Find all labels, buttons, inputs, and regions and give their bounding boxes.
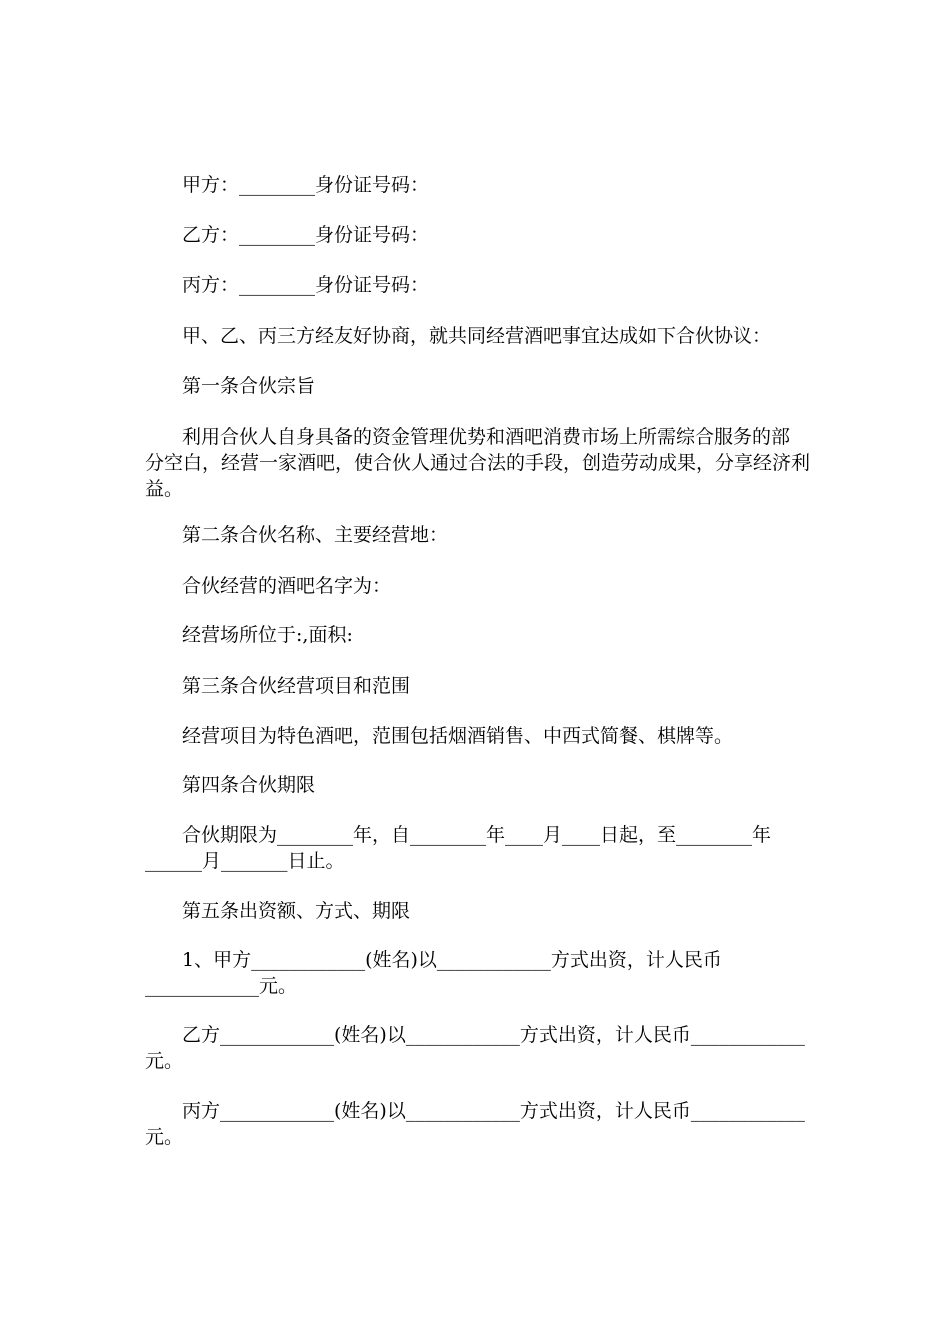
article-3-body: 经营项目为特色酒吧，范围包括烟酒销售、中西式简餐、棋牌等。 — [182, 725, 734, 747]
party-b-contribution-line-2: 元。 — [145, 1050, 184, 1072]
party-a-contribution-line-1: 1、甲方____________(姓名)以____________方式出资，计人民币 — [182, 949, 722, 971]
party-a-line: 甲方：________身份证号码： — [182, 174, 430, 196]
bar-name-line: 合伙经营的酒吧名字为： — [182, 575, 392, 597]
location-line: 经营场所位于:,面积: — [182, 624, 353, 646]
term-line-2: ______月_______日止。 — [145, 850, 345, 872]
party-c-contribution-line-1: 丙方____________(姓名)以____________方式出资，计人民币____________ — [182, 1100, 805, 1122]
article-1-body-line-3: 益。 — [145, 478, 184, 500]
article-1-heading: 第一条合伙宗旨 — [182, 375, 316, 397]
article-2-heading: 第二条合伙名称、主要经营地： — [182, 524, 449, 546]
article-5-heading: 第五条出资额、方式、期限 — [182, 900, 411, 922]
article-3-heading: 第三条合伙经营项目和范围 — [182, 675, 411, 697]
party-b-line: 乙方：________身份证号码： — [182, 224, 430, 246]
term-line-1: 合伙期限为________年，自________年____月____日起，至________年 — [182, 824, 772, 846]
party-c-line: 丙方：________身份证号码： — [182, 274, 430, 296]
party-b-contribution-line-1: 乙方____________(姓名)以____________方式出资，计人民币____________ — [182, 1024, 805, 1046]
article-4-heading: 第四条合伙期限 — [182, 774, 316, 796]
party-c-contribution-line-2: 元。 — [145, 1126, 184, 1148]
article-1-body-line-2: 分空白，经营一家酒吧，使合伙人通过合法的手段，创造劳动成果，分享经济利 — [145, 452, 811, 474]
preamble-paragraph: 甲、乙、丙三方经友好协商，就共同经营酒吧事宜达成如下合伙协议： — [182, 325, 772, 347]
article-1-body-line-1: 利用合伙人自身具备的资金管理优势和酒吧消费市场上所需综合服务的部 — [182, 426, 791, 448]
party-a-contribution-line-2: ____________元。 — [145, 975, 298, 997]
